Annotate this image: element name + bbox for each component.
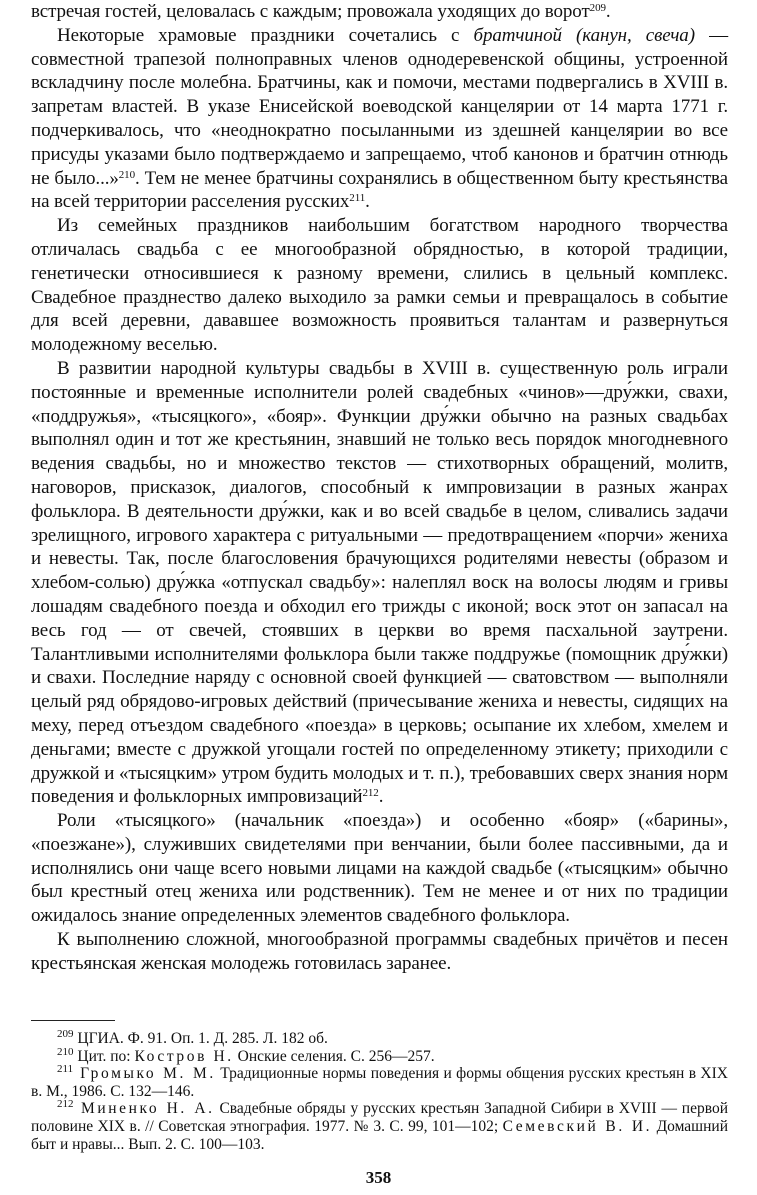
footnote-author: Громыко М. М.: [73, 1065, 216, 1083]
footnote-author: Костров Н.: [134, 1047, 234, 1065]
text-run: — совместной трапезой полноправных членов однодеревенской общины, устроенной вскладчину после молебна. Братчины, как и помочи, местами подвергались в XVIII в. запретам властей. В указе Енисейской воеводской канцелярии от 14 марта 1771 г. подчеркивалось, что «неоднократно посыланными из здешней канцелярии во все присуды указами было подтверждаемо и запрещаемо, чтоб канонов и братчин отнюдь не было...»: [31, 24, 728, 189]
text-run: К выполнению сложной, многообразной программы свадебных причётов и песен крестьянская женская молодежь готовилась заранее.: [31, 929, 728, 974]
footnote-number: 209: [57, 1027, 74, 1040]
footnotes: [31, 1027, 728, 1153]
footnote-number: 212: [57, 1098, 74, 1111]
footnote-ref-211[interactable]: 211: [349, 192, 366, 205]
text-run: . Тем не менее братчины сохранялись в общественном быту крестьянства на всей территории расселения русских: [31, 167, 728, 213]
footnote-ref-209[interactable]: 209: [589, 1, 606, 14]
footnote-text: Цит. по:: [73, 1047, 135, 1065]
paragraph-tysyatsky: [31, 809, 728, 928]
footnote-author: Миненко Н. А.: [73, 1100, 215, 1118]
main-text: [31, 0, 728, 976]
footnote-number: 210: [57, 1045, 74, 1058]
footnote-divider: [31, 1020, 115, 1021]
footnote-212: [31, 1100, 728, 1153]
text-run: встречая гостей, целовалась с каждым; провожала уходящих до ворот: [31, 1, 590, 22]
text-run: .: [378, 786, 384, 808]
text-run: Роли «тысяцкого» (начальник «поезда») и особенно «бояр» («барины», «поезжане»), служивших свидетелями при венчании, были более пассивными, да и исполнялись они чаще всего новыми лицами на каждой свадьбе («тысяцким» обычно был крестный отец жениха или родственник). Тем не менее и от них по традиции ожидалось знание определенных элементов свадебного фольклора.: [31, 810, 728, 927]
footnote-number: 211: [57, 1063, 74, 1076]
footnote-text: Традиционные нормы поведения и формы общения русских крестьян в XIX в. М., 1986. С. 132—146.: [31, 1065, 728, 1100]
text-run: Из семейных праздников наибольшим богатством народного творчества отличалась свадьба с ее многообразной обрядностью, в которой традиции, генетически относившиеся к разному времени, слились в цельный комплекс. Свадебное празднество далеко выходило за рамки семьи и превращалось в событие для всей деревни, дававшее возможность проявиться талантам и развернуться молодежному веселью.: [31, 215, 728, 356]
footnote-text: Онские селения. С. 256—257.: [233, 1047, 435, 1065]
footnote-author: Семевский В. И.: [502, 1117, 653, 1135]
paragraph-prichety: [31, 928, 728, 976]
footnote-ref-210[interactable]: 210: [118, 168, 135, 181]
footnote-text: Домашний быт и нравы... Вып. 2. С. 100—103.: [31, 1117, 728, 1153]
text-run: Некоторые храмовые праздники сочетались с: [57, 24, 474, 46]
footnote-text: ЦГИА. Ф. 91. Оп. 1. Д. 285. Л. 182 об.: [73, 1030, 328, 1047]
footnote-209: [31, 1027, 728, 1048]
paragraph-wedding: [31, 214, 728, 357]
text-run: .: [605, 1, 611, 22]
footnote-210: [31, 1045, 728, 1066]
footnote-211: [31, 1065, 728, 1100]
italic-term: братчиной (канун, свеча): [473, 24, 695, 46]
paragraph-druzhka: [31, 357, 728, 809]
footnote-text: Свадебные обряды у русских крестьян Западной Сибири в XVIII — первой половине XIX в. // Советская этнография. 1977. № 3. С. 99, 101—102;: [31, 1100, 728, 1135]
page-number: 358: [365, 1168, 392, 1187]
text-run: В развитии народной культуры свадьбы в XVIII в. существенную роль играли постоянные и временные исполнители ролей свадебных «чинов»—дру́жки, свахи, «поддружья», «тысяцкого», «бояр». Функции дру́жки обычно на разных свадьбах выполнял один и тот же крестьянин, знавший не только весь порядок многодневного ведения свадьбы, но и множество текстов — стихотворных обращений, молитв, наговоров, присказок, диалогов, способный к импровизации в разных жанрах фольклора. В деятельности дру́жки, как и во всей свадьбе в целом, сливались задачи зрелищного, игрового характера с ритуальными — предотвращением «порчи» жениха и невесты. Так, после благословения брачующихся родителями невесты (образом и хлебом-солью) дру́жка «отпускал свадьбу»: налеплял воск на волосы людям и гривы лошадям свадебного поезда и обходил его трижды с иконой; воск этот он запасал на весь год — от свечей, стоявших в церкви во время пасхальной заутрени. Талантливыми исполнителями фольклора были также поддружье (помощник дру́жки) и свахи. Последние наряду с основной своей функцией — сватовством — выполняли целый ряд обрядово-игровых действий (причесывание жениха и невесты, сидящих на меху, перед отъездом свадебного «поезда» в церковь; осыпание их хлебом, хмелем и деньгами; вместе с дружкой угощали гостей по определенному этикету; приходили с дружкой и «тысяцким» утром будить молодых и т. п.), требовавших сверх знания норм поведения и фольклорных импровизаций: [31, 357, 728, 808]
paragraph-bratchina: [31, 24, 728, 214]
paragraph-continuation: [31, 0, 728, 24]
footnote-ref-212[interactable]: 212: [362, 787, 379, 800]
text-run: .: [365, 191, 370, 213]
